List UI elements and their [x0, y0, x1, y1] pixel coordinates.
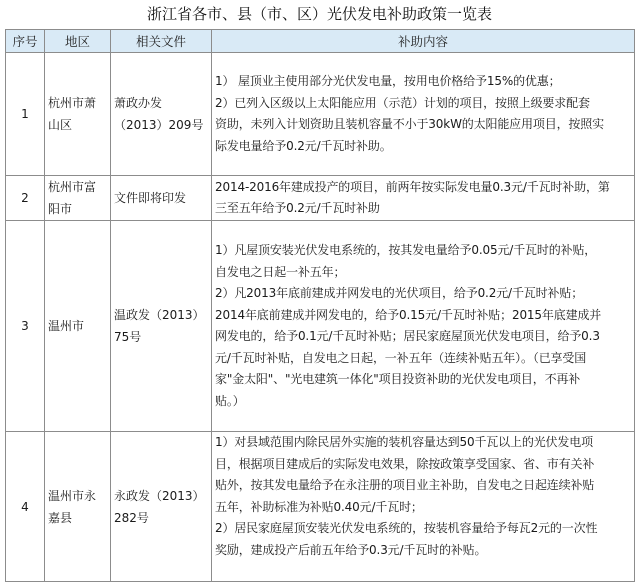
- row-subsidy-content: [212, 176, 635, 221]
- table-row: [6, 53, 635, 176]
- content-line: 家"金太阳"、"光电建筑一体化"项目投资补助的光伏发电项目，不再补: [215, 372, 581, 386]
- content-line: 贴外，按其发电量给予在永注册的项目业主补助，自发电之日起连续补贴: [215, 478, 595, 492]
- row-document: 永政发（2013）282号: [111, 432, 212, 582]
- row-document: 萧政办发（2013）209号: [111, 53, 212, 176]
- row-subsidy-content: [212, 221, 635, 432]
- row-area: 杭州市萧山区: [45, 53, 111, 176]
- row-index: 3: [6, 221, 45, 432]
- header-index: 序号: [6, 30, 45, 53]
- header-area: 地区: [45, 30, 111, 53]
- row-index: 2: [6, 176, 45, 221]
- content-line: 资助，未列入计划资助且装机容量不小于30kW的太阳能应用项目，按照实: [215, 117, 604, 131]
- content-line: 2）已列入区级以上太阳能应用（示范）计划的项目，按照上级要求配套: [215, 95, 590, 110]
- content-line: 际发电量给予0.2元/千瓦时补助。: [215, 138, 392, 153]
- content-line: 2014-2016年建成投产的项目，前两年按实际发电量0.3元/千瓦时补助，第: [215, 179, 610, 194]
- table-row: [6, 432, 635, 582]
- content-line: 1） 屋顶业主使用部分光伏发电量，按用电价格给予15%的优惠；: [215, 74, 561, 88]
- row-index: 1: [6, 53, 45, 176]
- table-row: [6, 176, 635, 221]
- row-subsidy-content: [212, 53, 635, 176]
- content-line: 网发电的，给予0.1元/千瓦时补贴；居民家庭屋顶光伏发电项目，给予0.3: [215, 329, 600, 343]
- content-line: 2014年底前建成并网发电的，给予0.15元/千瓦时补贴；2015年底建成并: [215, 307, 602, 322]
- policy-table: [5, 29, 635, 582]
- content-line: 2）居民家庭屋顶安装光伏发电系统的，按装机容量给予每瓦2元的一次性: [215, 521, 598, 535]
- row-index: 4: [6, 432, 45, 582]
- row-subsidy-content: [212, 432, 635, 582]
- content-line: 元/千瓦时补贴，自发电之日起，一补五年（连续补贴五年）。（已享受国: [215, 350, 587, 365]
- content-line: 自发电之日起一补五年；: [215, 264, 346, 279]
- content-line: 三至五年给予0.2元/千瓦时补助: [215, 201, 380, 215]
- content-line: 奖励，建成投产后前五年给予0.3元/千瓦时的补贴。: [215, 542, 487, 557]
- row-document: 文件即将印发: [111, 176, 212, 221]
- content-line: 五年，补助标准为补贴0.40元/千瓦时；: [215, 499, 423, 514]
- content-line: 2）凡2013年底前建成并网发电的光伏项目，给予0.2元/千瓦时补贴；: [215, 286, 584, 300]
- table-row: [6, 221, 635, 432]
- row-area: 杭州市富阳市: [45, 176, 111, 221]
- content-line: 1）对县域范围内除民居外实施的装机容量达到50千瓦以上的光伏发电项: [215, 435, 593, 449]
- table-header-row: [6, 30, 635, 53]
- header-document: 相关文件: [111, 30, 212, 53]
- content-line: 目，根据项目建成后的实际发电效果，除按政策享受国家、省、市有关补: [215, 456, 595, 471]
- content-line: 1）凡屋顶安装光伏发电系统的，按其发电量给予0.05元/千瓦时的补贴，: [215, 243, 597, 257]
- page-title: 浙江省各市、县（市、区）光伏发电补助政策一览表: [146, 5, 492, 23]
- content-line: 贴。）: [215, 393, 245, 408]
- row-area: 温州市永嘉县: [45, 432, 111, 582]
- header-subsidy-content: 补助内容: [212, 30, 635, 53]
- row-area: 温州市: [45, 221, 111, 432]
- row-document: 温政发（2013）75号: [111, 221, 212, 432]
